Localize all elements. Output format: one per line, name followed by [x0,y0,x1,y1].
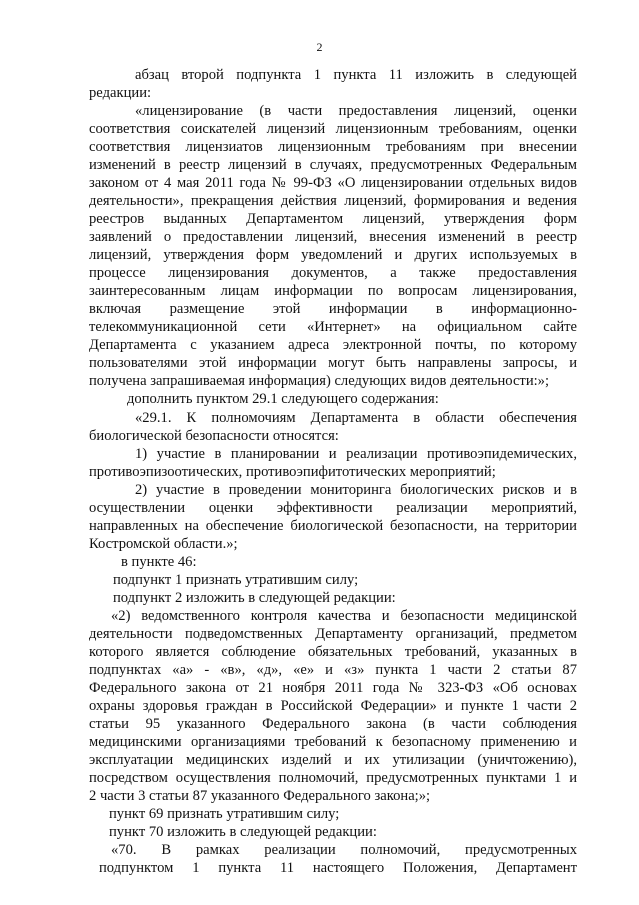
text-line: которого является соблюдение обязательных требований, указанных в [89,644,577,660]
text-line: Департамента с указанием адреса электронной почты, по которому [89,337,577,353]
text-line: «2) ведомственного контроля качества и безопасности медицинской [111,608,577,624]
text-line: деятельности», прекращения действия лицензий, формирования и ведения [89,193,577,209]
page-number: 2 [316,40,323,54]
text-line: статьи 95 указанного Федерального закона (в части соблюдения [89,716,577,732]
text-line: 2 части 3 статьи 87 указанного Федерального закона;»; [89,788,431,804]
text-line: изменений в реестр лицензий в случаях, предусмотренных Федеральным [89,157,577,173]
text-line: дополнить пунктом 29.1 следующего содержания: [127,391,439,407]
text-line: направленных на обеспечение биологической безопасности, на территории [89,518,577,534]
text-line: 2) участие в проведении мониторинга биологических рисков и в [135,482,577,498]
text-line: подпункт 1 признать утратившим силу; [113,572,359,588]
text-line: «70. В рамках реализации полномочий, предусмотренных [111,842,577,858]
text-line: Федерального закона от 21 ноября 2011 года № 323-ФЗ «Об основах [89,680,577,696]
text-line: 1) участие в планировании и реализации противоэпидемических, [135,446,577,462]
text-line: «лицензирование (в части предоставления лицензий, оценки [135,103,577,119]
text-line: охраны здоровья граждан в Российской Федерации» и пункте 1 части 2 [89,698,577,714]
document-body [89,66,577,877]
text-line: соответствия лицензиатов лицензионным требованиям при внесении [89,139,577,155]
text-line: посредством осуществления полномочий, предусмотренных пунктами 1 и [89,770,577,786]
text-line: пункт 70 изложить в следующей редакции: [109,824,377,840]
text-line: соответствия соискателей лицензий лицензионным требованиям, оценки [89,121,577,137]
text-line: «29.1. К полномочиям Департамента в области обеспечения [135,410,577,426]
text-line: в пункте 46: [121,554,197,570]
text-line: включая размещение этой информации в информационно- [89,301,577,317]
text-line: подпунктах «а» - «в», «д», «е» и «з» пункта 1 части 2 статьи 87 [89,662,577,678]
text-line: Костромской области.»; [89,536,238,552]
text-line: пункт 69 признать утратившим силу; [109,806,340,822]
text-line: подпунктом 1 пункта 11 настоящего Положения, Департамент [99,860,577,876]
text-line: телекоммуникационной сети «Интернет» на официальном сайте [89,319,577,335]
text-line: заявлений о предоставлении лицензий, внесения изменений в реестр [89,229,577,245]
text-line: реестров выданных Департаментом лицензий, утверждения форм [89,211,577,227]
text-line: подпункт 2 изложить в следующей редакции: [113,590,396,606]
text-line: абзац второй подпункта 1 пункта 11 изложить в следующей [135,67,577,83]
text-line: медицинскими организациями требований к безопасному применению и [89,734,577,750]
text-line: редакции: [89,85,152,101]
text-line: пользователями этой информации могут быть направлены запросы, и [89,355,577,371]
text-line: эксплуатации медицинских изделий и их утилизации (уничтожению), [89,752,577,768]
text-line: противоэпизоотических, противоэпифитотических мероприятий; [89,464,496,480]
text-line: лицензий, утверждения форм уведомлений и других используемых в [89,247,577,263]
text-line: получена запрашиваемая информация) следующих видов деятельности:»; [89,373,550,389]
text-line: процессе лицензирования документов, а также предоставления [89,265,577,281]
text-line: осуществлении оценки эффективности реализации мероприятий, [89,500,577,516]
text-line: биологической безопасности относятся: [89,428,339,444]
text-line: законом от 4 мая 2011 года № 99-ФЗ «О лицензировании отдельных видов [89,175,577,191]
text-line: деятельности подведомственных Департаменту организаций, предметом [89,626,577,642]
text-line: заинтересованным лицам информации по вопросам лицензирования, [89,283,577,299]
